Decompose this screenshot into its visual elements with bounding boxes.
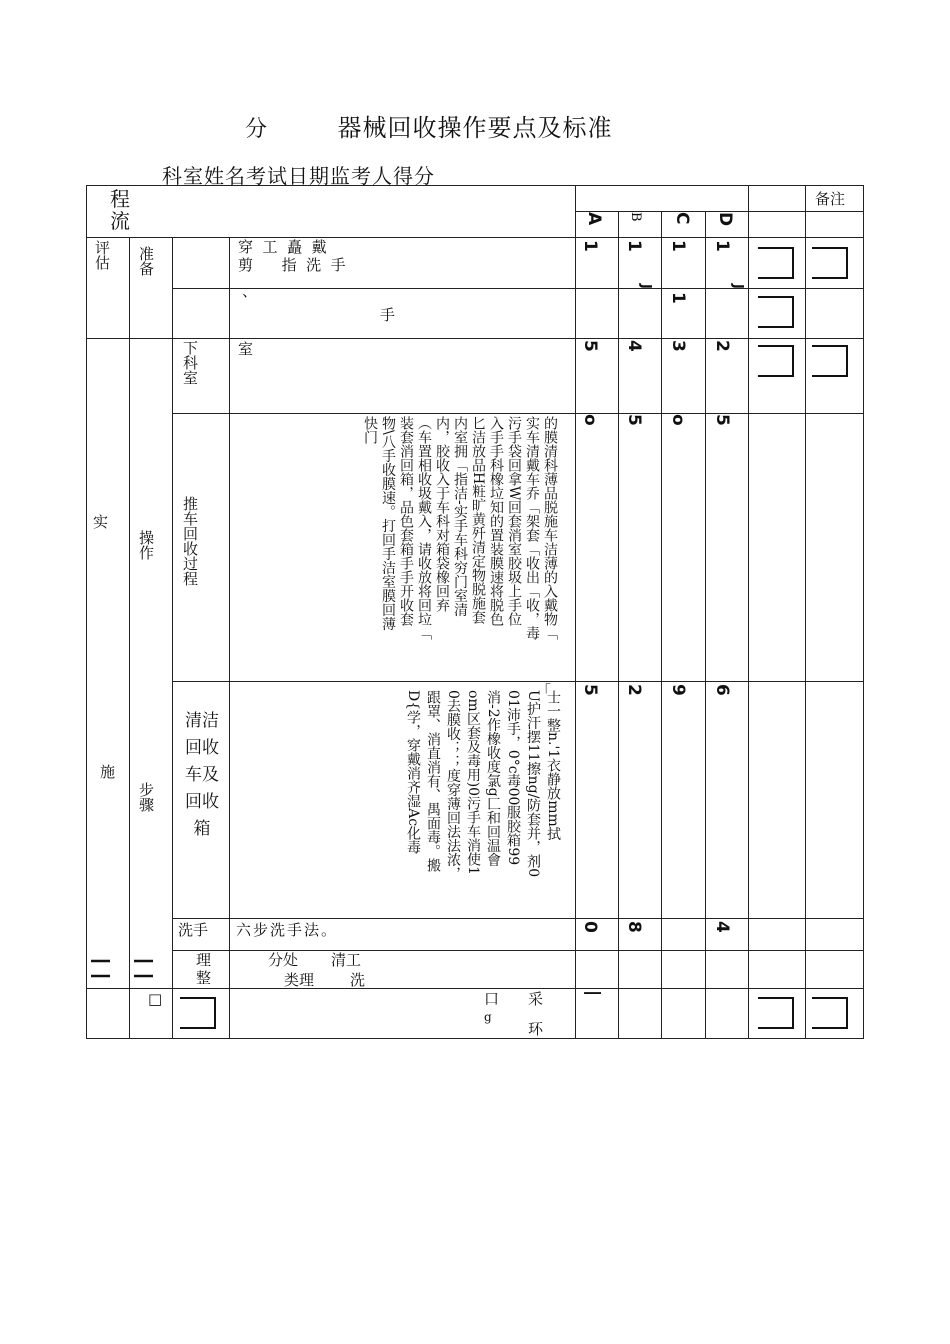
blank-box xyxy=(758,997,794,1029)
down-dept-text: 室 xyxy=(238,340,254,358)
clean-text-col: 跟罩、消直消有、禺面毒。搬 xyxy=(425,690,441,872)
clean-text-col: 0去膜收；；度穿薄回法法浓， xyxy=(445,690,461,881)
document-title: 器械回收操作要点及标准 xyxy=(337,114,613,142)
eval-label: 评估 xyxy=(93,240,111,270)
sort-label-1: 理 xyxy=(196,951,212,969)
push-score-b: 5 xyxy=(624,414,644,426)
wash-score-d: 4 xyxy=(712,921,732,933)
prepare-line-3: 、 xyxy=(242,282,258,300)
push-text-col: 物\八手收膜速。打回手洁室膜回薄 xyxy=(380,416,396,631)
push-score-c: o xyxy=(668,414,688,426)
last-text-2: g xyxy=(484,1010,492,1024)
push-text-col: 入手手科橡垃知的置装膜速将脱色 xyxy=(488,416,504,626)
clean-score-a: 5 xyxy=(580,684,600,696)
steps-label: 步骤 xyxy=(137,782,155,812)
eval-score-d2: J xyxy=(730,284,745,289)
implement-label-1: 实 xyxy=(93,513,109,531)
last-score-a: | xyxy=(583,990,603,997)
push-cart-label: 推车回收过程 xyxy=(181,496,199,586)
last-row-box: □ xyxy=(148,990,163,1008)
down-score-b: 4 xyxy=(624,340,644,352)
push-score-d: 5 xyxy=(712,414,732,426)
header-info-line: 科室姓名考试日期监考人得分 xyxy=(162,164,435,188)
down-score-a: 5 xyxy=(580,340,600,352)
push-text-col: （车置相收圾戴入，请收放将回垃「 xyxy=(416,416,432,640)
wash-score-a: 0 xyxy=(580,921,600,933)
eval-score-c: 1 xyxy=(668,240,688,252)
push-score-a: o xyxy=(580,414,600,426)
wash-hands-text: 六步洗手法。 xyxy=(236,921,339,939)
push-text-col: 内，胶收入于车科对箱袋橡回弃 xyxy=(434,416,450,612)
sort-text-2: 类理 xyxy=(284,971,315,989)
sort-text-1: 分处 xyxy=(268,951,299,969)
grade-b-header: B xyxy=(628,212,643,222)
eval-score-d: 1 xyxy=(712,240,732,252)
push-text-col: 匕洁放品H粧旷黄歼清定物脱施套 xyxy=(470,416,486,625)
prepare-line-1: 穿 工 矗 戴 xyxy=(238,238,327,256)
last-text-3: 采 xyxy=(528,990,544,1008)
prepare-label: 准备 xyxy=(137,246,155,276)
down-score-d: 2 xyxy=(712,340,732,352)
clean-score-b: 2 xyxy=(624,684,644,696)
push-text-col: 污手袋回拿W回套消室胶圾上手位 xyxy=(506,416,522,627)
title-overlay-char: 分 xyxy=(245,117,269,142)
operate-label: 操作 xyxy=(137,530,155,560)
push-text-col: 快门 xyxy=(362,416,378,444)
sort-text-4: 洗 xyxy=(350,971,366,989)
clean-text-col: 消-2作橡收度氯g匚和回温會 xyxy=(485,690,501,867)
clean-text-col: D{学，穿戴消齐湿Ac化毒 xyxy=(405,690,421,855)
grade-a-header: A xyxy=(584,212,604,226)
clean-text-col: om区套及毒用)0污手车消使1 xyxy=(465,690,481,875)
clean-text-pre: 「 xyxy=(536,682,552,700)
clean-text-col: U护汗摆11擦ng/防套并，剂0 xyxy=(525,690,541,878)
down-dept-label: 下科室 xyxy=(181,340,199,385)
wash-hands-label: 洗手 xyxy=(178,921,209,939)
sort-text-3: 清工 xyxy=(331,951,362,969)
push-text-col: 的膜清科薄品脱施车洁薄的入戴物「 xyxy=(542,416,558,640)
prepare-line-4: 手 xyxy=(380,306,396,324)
eval-score-a: 1 xyxy=(580,240,600,252)
blank-box xyxy=(180,997,216,1029)
last-text-1: 口 xyxy=(484,990,500,1008)
sort-label-2: 整 xyxy=(196,969,212,987)
grade-d-header: D xyxy=(715,212,735,227)
down-score-c: 3 xyxy=(668,340,688,352)
eval-score-b2: J xyxy=(638,284,653,289)
process-header: 程流 xyxy=(110,187,130,233)
prepare-line-2: 剪 指 洗 手 xyxy=(238,256,346,274)
push-text-col: 装套消回箱，品色套箱手手开收套 xyxy=(398,416,414,626)
note-header: 备注 xyxy=(815,190,846,208)
clean-cart-label: 清洁回收车及回收箱 xyxy=(185,711,219,839)
push-text-col: 内室拥「指洁-实手车科穷门室清 xyxy=(452,416,468,617)
push-text-col: 实车清戴车乔「架套「收出「收，毒 xyxy=(524,416,540,640)
clean-text-col: 士一整n.'1衣静放mm拭 xyxy=(545,690,561,841)
eval-score-b: 1 xyxy=(624,240,644,252)
grade-c-header: C xyxy=(672,212,692,225)
blank-box xyxy=(812,997,848,1029)
clean-text-col: 01沛手，0°c毒00服胶箱99 xyxy=(505,690,521,866)
clean-score-d: 6 xyxy=(712,684,732,696)
eval-score-c2: 1 xyxy=(668,292,688,304)
last-text-4: 环 xyxy=(528,1020,544,1038)
clean-score-c: 9 xyxy=(668,684,688,696)
implement-label-2: 施 xyxy=(100,763,116,781)
wash-score-b: 8 xyxy=(624,921,644,933)
